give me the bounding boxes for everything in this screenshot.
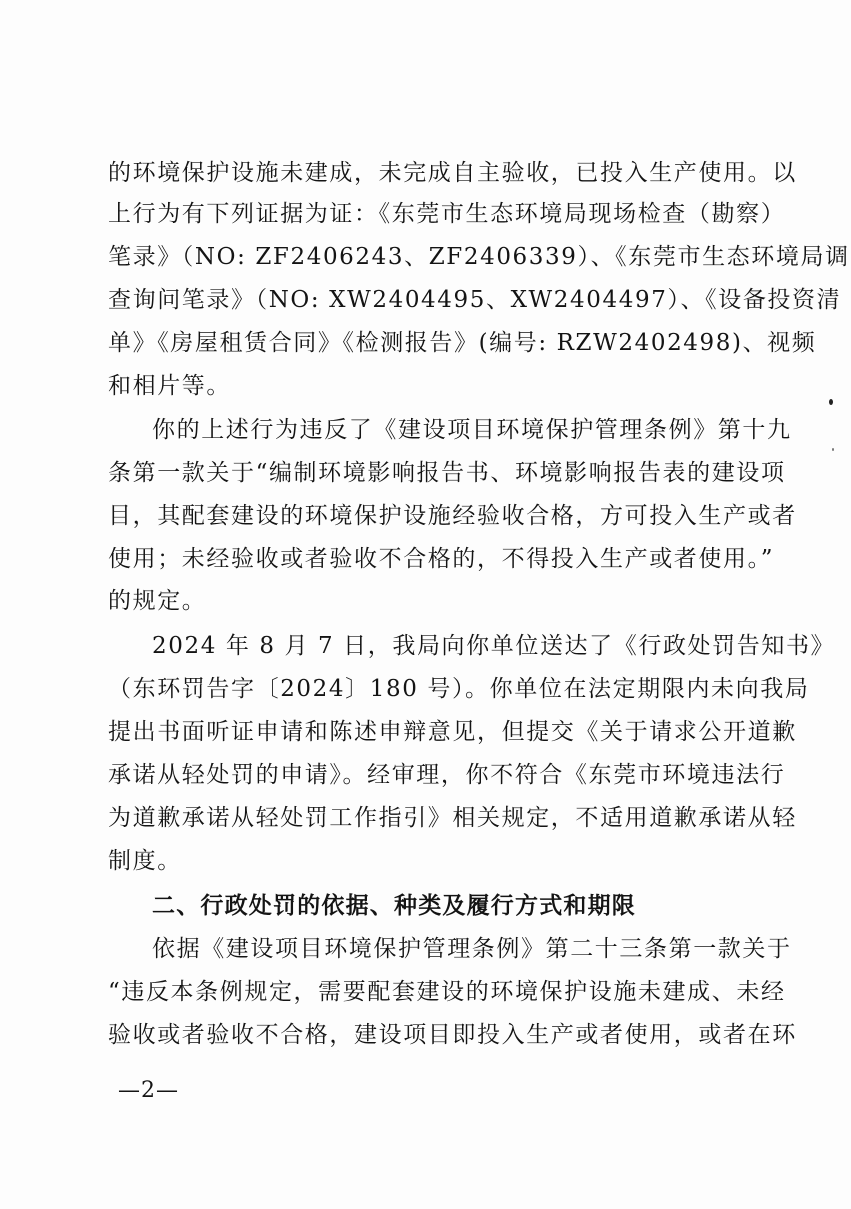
paragraph-line: 承诺从轻处罚的申请》。经审理，你不符合《东莞市环境违法行 [108,762,786,788]
paragraph-line: 验收或者验收不合格，建设项目即投入生产或者使用，或者在环 [108,1022,797,1048]
scan-speck [832,448,834,451]
paragraph-line: 制度。 [108,848,182,874]
paragraph-line: 条第一款关于“编制环境影响报告书、环境影响报告表的建设项 [108,460,786,486]
paragraph-line: 为道歉承诺从轻处罚工作指引》相关规定，不适用道歉承诺从轻 [108,805,797,831]
paragraph-line: 你的上述行为违反了《建设项目环境保护管理条例》第十九 [152,417,792,443]
paragraph-line: “违反本条例规定，需要配套建设的环境保护设施未建成、未经 [108,979,786,1005]
paragraph-line: 单》《房屋租赁合同》《检测报告》(编号: RZW2402498)、视频 [108,330,817,356]
paragraph-line: 提出书面听证申请和陈述申辩意见，但提交《关于请求公开道歉 [108,719,797,745]
paragraph-line: （东环罚告字〔2024〕180 号）。你单位在法定期限内未向我局 [108,676,810,702]
paragraph-line: 上行为有下列证据为证：《东莞市生态环境局现场检查（勘察） [108,201,786,227]
paragraph-line: 的规定。 [108,588,207,614]
paragraph-line: 的环境保护设施未建成，未完成自主验收，已投入生产使用。以 [108,160,797,186]
scan-speck [829,399,833,405]
paragraph-line: 2024 年 8 月 7 日，我局向你单位送达了《行政处罚告知书》 [152,633,836,659]
section-heading: 二、行政处罚的依据、种类及履行方式和期限 [152,893,636,919]
paragraph-line: 查询问笔录》（NO: XW2404495、XW2404497）、《设备投资清 [108,287,842,313]
paragraph-line: 依据《建设项目环境保护管理条例》第二十三条第一款关于 [152,936,792,962]
paragraph-line: 笔录》（NO: ZF2406243、ZF2406339）、《东莞市生态环境局调 [108,244,850,270]
page-number: —2— [118,1078,179,1103]
paragraph-line: 目，其配套建设的环境保护设施经验收合格，方可投入生产或者 [108,503,797,529]
paragraph-line: 使用；未经验收或者验收不合格的，不得投入生产或者使用。” [108,546,775,572]
paragraph-line: 和相片等。 [108,373,231,399]
